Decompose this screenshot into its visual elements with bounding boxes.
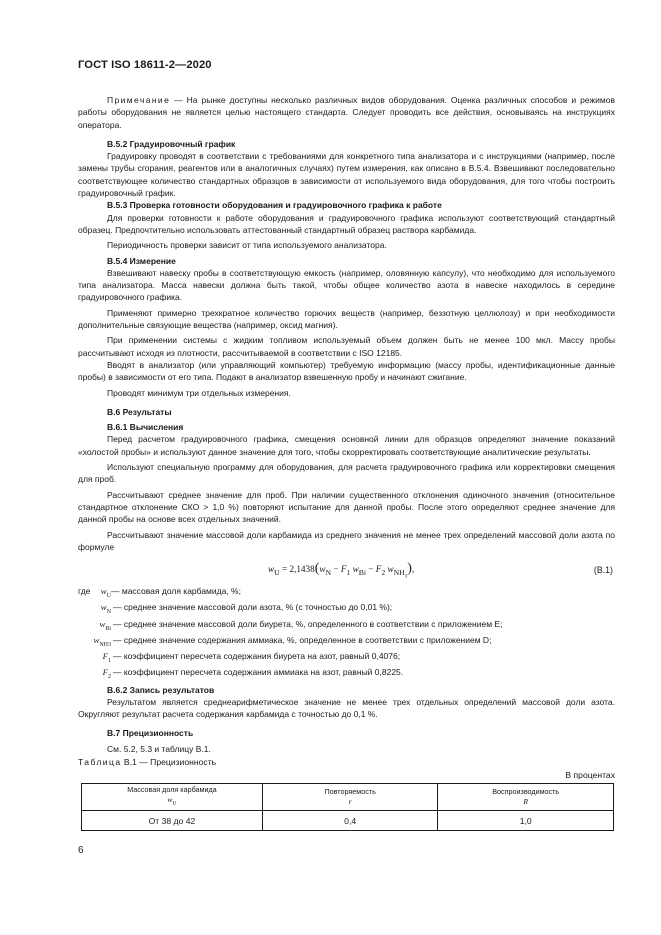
page-number: 6 <box>78 845 84 856</box>
document-header: ГОСТ ISO 18611-2—2020 <box>78 59 212 71</box>
where-description: — коэффициент пересчета содержания биурета на азот, равный 0,4076; <box>113 651 401 662</box>
table-cell: 0,4 <box>262 811 438 831</box>
note-label: Примечание <box>107 95 171 105</box>
formula-subscript: U <box>274 567 280 577</box>
note-text: — На рынке доступны несколько различных видов оборудования. Оценка различных способов и режимов работы оборудования не является целью настоящего стандарта. Следует проводить все действия, основываясь на инструкциях оператора. <box>78 95 615 130</box>
table-title-prefix: Таблица <box>78 757 122 767</box>
paragraph: Применяют примерно трехкратное количество горючих веществ (например, беззотную целлюлозу) и при необходимости дополнительные связующие вещества (например, оксид магния). <box>78 307 615 331</box>
where-description: — среднее значение массовой доли азота, % (с точностью до 0,01 %); <box>113 602 393 613</box>
formula-subscript: Bi <box>358 567 366 577</box>
where-lead: где <box>78 586 91 597</box>
section-heading-b6: В.6 Результаты <box>107 406 172 417</box>
table-title-text: В.1 — Прецизионность <box>121 757 217 767</box>
paragraph: При применении системы с жидким топливом используемый объем должен быть не менее 100 мкл. Массу пробы рассчитывают исходя из плотности, рассчитываемой в соответствии с ISO 12185. <box>78 335 615 358</box>
table-unit: В процентах <box>565 770 615 780</box>
where-symbol: $F_1$ <box>102 651 111 664</box>
section-heading-b54: В.5.4 Измерение <box>107 255 176 266</box>
formula-symbol: w <box>387 564 394 575</box>
where-item <box>78 619 615 635</box>
where-symbol: $F_2$ <box>102 667 111 681</box>
where-symbol: $w_{NH3}$ <box>93 634 111 648</box>
formula-symbol: w <box>352 564 359 575</box>
note-paragraph <box>78 94 615 131</box>
paragraph: Взвешивают навеску пробы в соответствующую емкость (например, оловянную капсулу), что необходимо для используемого типа анализатора. Масса навески должна быть такой, чтобы общее количество азота в навеске находилось в середине градуировочного графика. <box>78 267 615 303</box>
table-header-cell: Воспроизводимость R <box>438 784 614 811</box>
formula-subscript: NH <box>393 567 405 577</box>
paragraph: Градуировку проводят в соответствии с требованиями для конкретного типа анализатора и с инструкциями (например, после замены трубы сгорания, реагентов или в аналогичных случаях) путем измерения, как описано в В.5.4. Взвешивают последовательно соответствующее количество стандартных образцов в зависимости от используемого вида оборудования, для того чтобы построить градуировочный график. <box>78 151 615 199</box>
precision-table <box>81 783 614 831</box>
formula-subscript: 1 <box>346 567 351 577</box>
formula-subscript: 3 <box>404 574 408 580</box>
table-header-cell: Повторяемость r <box>262 784 438 811</box>
formula-symbol: F <box>340 564 347 575</box>
paragraph: Вводят в анализатор (или управляющий компьютер) требуемую информацию (массу пробы, идентификационные данные пробы) в зависимости от его типа. Подают в анализатор взвешенную пробу и начинают сжигание. <box>78 359 615 383</box>
paragraph: См. 5.2, 5.3 и таблицу В.1. <box>107 743 211 754</box>
where-list <box>78 586 615 684</box>
section-heading-b61: В.6.1 Вычисления <box>107 422 184 433</box>
formula-subscript: 2 <box>381 567 386 577</box>
where-item <box>78 667 615 683</box>
formula-symbol: w <box>319 564 326 575</box>
where-symbol: $w_{Bi}$ <box>99 618 111 632</box>
formula-symbol: w <box>268 564 275 575</box>
paragraph: Перед расчетом градуировочного графика, смещения основной линии для образцов определяют значение показаний «холостой пробы» и используют данное значение для того, чтобы скорректировать соответствующие аналитические результаты. <box>78 434 615 457</box>
table-header-row <box>82 784 614 811</box>
where-item <box>78 635 615 651</box>
document-body <box>78 94 615 755</box>
formula-number: (В.1) <box>593 565 613 576</box>
where-description: — коэффициент пересчета содержания аммиака на азот, равный 0,8225. <box>113 667 404 678</box>
paragraph: Проводят минимум три отдельных измерения. <box>107 387 291 398</box>
where-symbol: $w_U$ <box>100 586 111 599</box>
paragraph: Результатом является среднеарифметическое значение не менее трех отдельных определений массовой доли азота. Округляют результат расчета содержания карбамида с точностью до 0,1 %. <box>78 696 615 720</box>
table-header-cell: Массовая доля карбамида $w_U$ <box>82 784 263 811</box>
formula-symbol: F <box>375 564 382 575</box>
section-heading-b7: В.7 Прецизионность <box>107 728 194 739</box>
where-description: — массовая доля карбамида, %; <box>111 586 241 597</box>
formula-expression: $w_U = 2,1438(w_N - F_1$ $w_{Bi} - F_2$ $w_{NH_3}$), <box>268 561 415 580</box>
paragraph: Для проверки готовности к работе оборудования и градуировочного графика используют соответствующий стандартный образец. Предпочтительно использовать аттестованный стандартный образец раствора карбамида. <box>78 212 615 235</box>
section-heading-b52: В.5.2 Градуировочный график <box>107 138 236 149</box>
where-item <box>78 586 615 602</box>
paragraph: Рассчитывают значение массовой доли карбамида из среднего значения не менее трех определений массовой доли азота по формуле <box>78 529 615 552</box>
formula-coefficient: = 2,1438 <box>279 564 315 575</box>
paragraph: Рассчитывают среднее значение для проб. При наличии существенного отклонения одиночного значения (относительное стандартное отклонение СКО > 1,0 %) повторяют испытание для данной пробы. После этого определяют среднее значение для данной пробы на основе всех отдельных значений. <box>78 489 615 525</box>
formula-b1 <box>78 559 615 581</box>
where-symbol: $w_N$ <box>100 602 111 616</box>
where-description: — среднее значение массовой доли биурета, %, определенного в соответствии с приложением Е; <box>113 618 503 629</box>
where-item <box>78 651 615 667</box>
table-cell: 1,0 <box>438 811 614 831</box>
formula-subscript: N <box>325 567 332 577</box>
where-description: — среднее значение содержания аммиака, %, определенное в соответствии с приложением D; <box>113 634 492 645</box>
section-heading-b62: В.6.2 Запись результатов <box>107 684 215 695</box>
section-heading-b53: В.5.3 Проверка готовности оборудования и градуировочного графика к работе <box>107 200 442 211</box>
paragraph: Периодичность проверки зависит от типа используемого анализатора. <box>107 240 387 251</box>
table-cell: От 38 до 42 <box>82 811 263 831</box>
paragraph: Используют специальную программу для оборудования, для расчета градуировочного графика или корректировки смещения для проб. <box>78 462 615 485</box>
table-row <box>82 811 614 831</box>
table-title <box>78 757 216 767</box>
where-item <box>78 602 615 618</box>
